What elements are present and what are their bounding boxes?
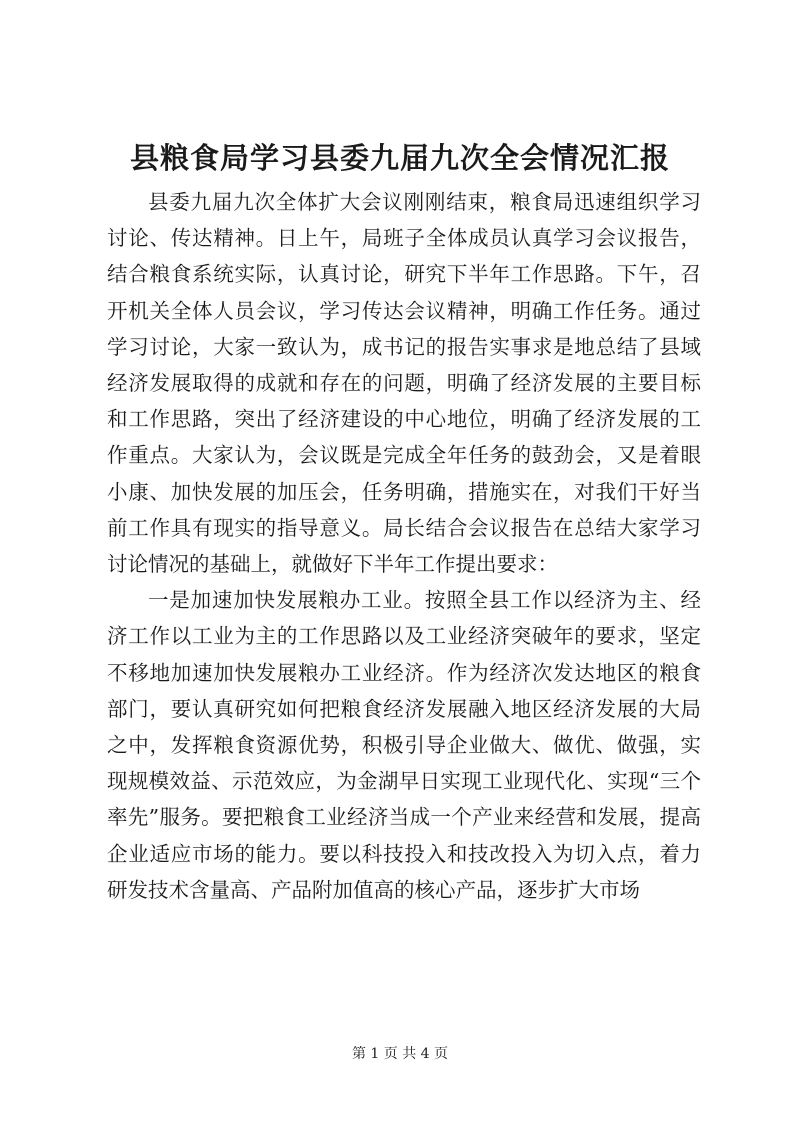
page-number-footer: 第 1 页 共 4 页: [351, 1046, 449, 1062]
paragraph-1: 县委九届九次全体扩大会议刚刚结束，粮食局迅速组织学习讨论、传达精神。日上午，局班子全体成员认真学习会议报告，结合粮食系统实际，认真讨论，研究下半年工作思路。下午，召开机关全体人员会议，学习传达会议精神，明确工作任务。通过学习讨论，大家一致认为，成书记的报告实事求是地总结了县域经济发展取得的成就和存在的问题，明确了经济发展的主要目标和工作思路，突出了经济建设的中心地位，明确了经济发展的工作重点。大家认为，会议既是完成全年任务的鼓劲会，又是着眼小康、加快发展的加压会，任务明确，措施实在，对我们干好当前工作具有现实的指导意义。局长结合会议报告在总结大家学习讨论情况的基础上，就做好下半年工作提出要求：: [107, 190, 701, 577]
document-body: [107, 184, 701, 908]
paragraph-2: 一是加速加快发展粮办工业。按照全县工作以经济为主、经济工作以工业为主的工作思路以及工业经济突破年的要求，坚定不移地加速加快发展粮办工业经济。作为经济次发达地区的粮食部门，要认真研究如何把粮食经济发展融入地区经济发展的大局之中，发挥粮食资源优势，积极引导企业做大、做优、做强，实现规模效益、示范效应，为金湖早日实现工业现代化、实现“三个率先”服务。要把粮食工业经济当成一个产业来经营和发展，提高企业适应市场的能力。要以科技投入和技改投入为切入点，着力研发技术含量高、产品附加值高的核心产品，逐步扩大市场: [107, 588, 701, 902]
document-title: 县粮食局学习县委九届九次全会情况汇报: [129, 141, 670, 175]
